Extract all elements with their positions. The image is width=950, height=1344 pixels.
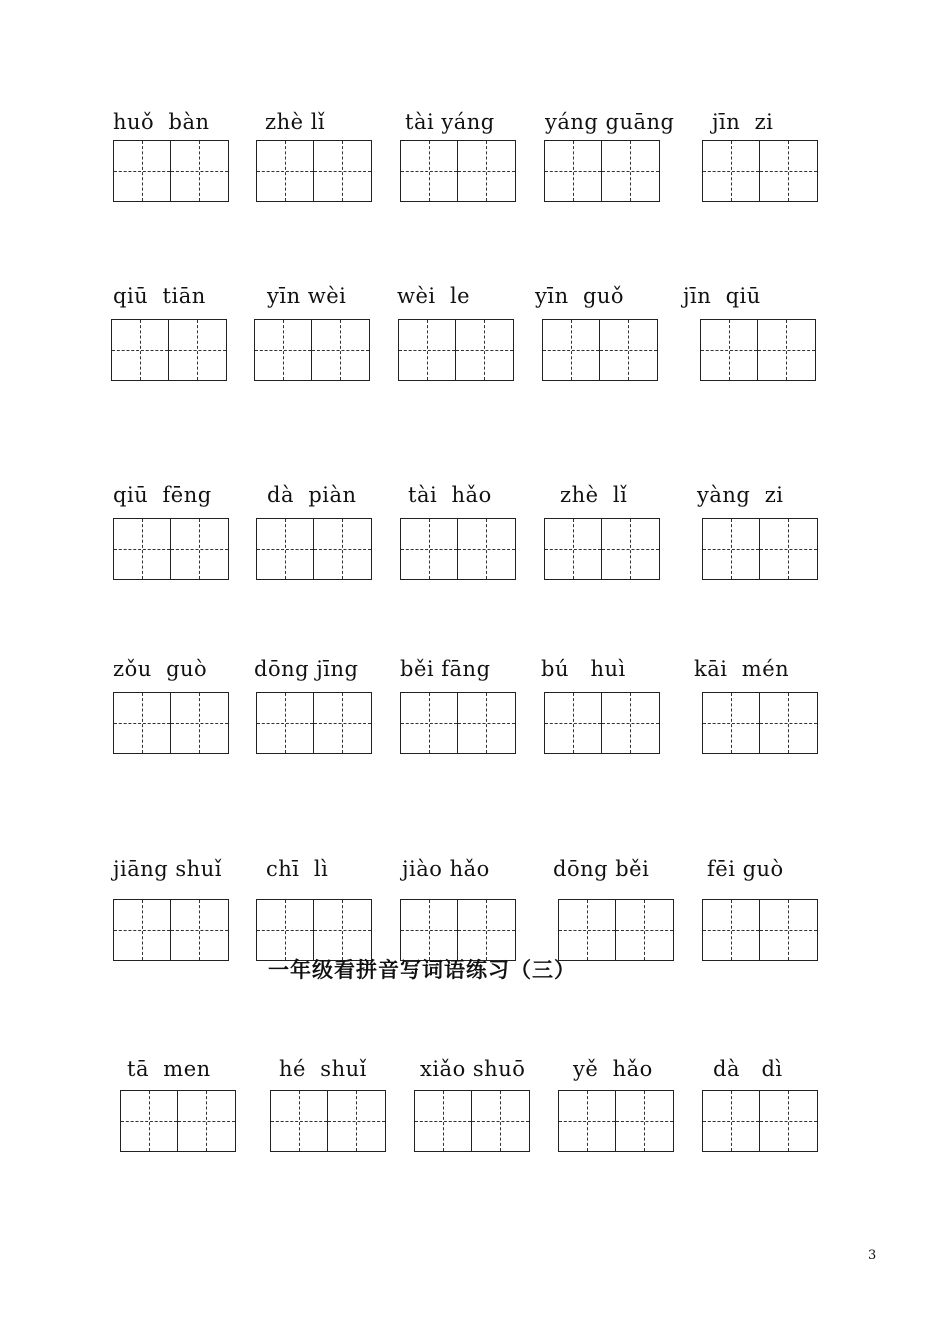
writing-cell[interactable]	[111, 319, 169, 381]
writing-grid[interactable]	[398, 319, 514, 381]
writing-grid[interactable]	[702, 1090, 818, 1152]
writing-cell[interactable]	[313, 518, 373, 580]
writing-cell[interactable]	[313, 140, 373, 202]
writing-grid[interactable]	[700, 319, 816, 381]
pinyin-label: chī lì	[266, 857, 329, 881]
pinyin-label: zhè lǐ	[560, 483, 628, 507]
writing-cell[interactable]	[313, 692, 373, 754]
pinyin-label: yīn wèi	[267, 284, 347, 308]
writing-cell[interactable]	[168, 319, 228, 381]
writing-grid[interactable]	[558, 1090, 674, 1152]
writing-cell[interactable]	[270, 1090, 328, 1152]
writing-grid[interactable]	[702, 518, 818, 580]
pinyin-label: kāi mén	[694, 657, 790, 681]
writing-grid[interactable]	[256, 899, 372, 961]
writing-cell[interactable]	[544, 518, 602, 580]
writing-cell[interactable]	[599, 319, 659, 381]
writing-cell[interactable]	[702, 518, 760, 580]
writing-cell[interactable]	[170, 899, 230, 961]
writing-cell[interactable]	[558, 1090, 616, 1152]
writing-cell[interactable]	[759, 899, 819, 961]
page-number: 3	[868, 1248, 877, 1263]
pinyin-label: yàng zi	[697, 483, 784, 507]
writing-cell[interactable]	[471, 1090, 531, 1152]
section-title: 一年级看拼音写词语练习（三）	[268, 958, 576, 982]
pinyin-label: dōng jīng	[254, 657, 359, 681]
pinyin-label: bú huì	[541, 657, 626, 681]
pinyin-label: dà piàn	[267, 483, 357, 507]
writing-cell[interactable]	[457, 899, 517, 961]
pinyin-label: fēi guò	[707, 857, 784, 881]
pinyin-label: tài yáng	[405, 110, 495, 134]
writing-grid[interactable]	[111, 319, 227, 381]
writing-cell[interactable]	[113, 692, 171, 754]
pinyin-label: jiāng shuǐ	[113, 857, 222, 881]
writing-cell[interactable]	[400, 692, 458, 754]
writing-cell[interactable]	[113, 899, 171, 961]
pinyin-label: wèi le	[397, 284, 471, 308]
writing-cell[interactable]	[177, 1090, 237, 1152]
writing-cell[interactable]	[414, 1090, 472, 1152]
writing-grid[interactable]	[256, 692, 372, 754]
writing-cell[interactable]	[542, 319, 600, 381]
writing-cell[interactable]	[455, 319, 515, 381]
writing-cell[interactable]	[327, 1090, 387, 1152]
writing-cell[interactable]	[759, 1090, 819, 1152]
writing-cell[interactable]	[120, 1090, 178, 1152]
writing-grid[interactable]	[702, 899, 818, 961]
writing-cell[interactable]	[256, 899, 314, 961]
writing-cell[interactable]	[757, 319, 817, 381]
writing-grid[interactable]	[544, 518, 660, 580]
writing-cell[interactable]	[702, 692, 760, 754]
pinyin-label: jīn qiū	[683, 284, 761, 308]
writing-grid[interactable]	[400, 140, 516, 202]
writing-cell[interactable]	[615, 1090, 675, 1152]
writing-grid[interactable]	[113, 899, 229, 961]
writing-cell[interactable]	[558, 899, 616, 961]
writing-cell[interactable]	[170, 140, 230, 202]
writing-cell[interactable]	[113, 140, 171, 202]
writing-grid[interactable]	[702, 140, 818, 202]
writing-grid[interactable]	[544, 692, 660, 754]
writing-grid[interactable]	[254, 319, 370, 381]
writing-cell[interactable]	[254, 319, 312, 381]
writing-cell[interactable]	[400, 518, 458, 580]
pinyin-label: tā men	[127, 1057, 211, 1081]
pinyin-label: dà dì	[713, 1057, 783, 1081]
writing-grid[interactable]	[558, 899, 674, 961]
pinyin-label: huǒ bàn	[113, 110, 210, 134]
writing-cell[interactable]	[457, 518, 517, 580]
writing-cell[interactable]	[170, 692, 230, 754]
pinyin-label: běi fāng	[400, 657, 491, 681]
pinyin-label: yīn guǒ	[535, 284, 625, 308]
writing-cell[interactable]	[457, 140, 517, 202]
writing-cell[interactable]	[601, 518, 661, 580]
writing-cell[interactable]	[256, 692, 314, 754]
writing-grid[interactable]	[113, 140, 229, 202]
pinyin-label: jīn zi	[712, 110, 774, 134]
writing-cell[interactable]	[615, 899, 675, 961]
writing-grid[interactable]	[400, 692, 516, 754]
writing-cell[interactable]	[113, 518, 171, 580]
writing-cell[interactable]	[601, 692, 661, 754]
pinyin-label: yáng guāng	[545, 110, 675, 134]
writing-grid[interactable]	[256, 518, 372, 580]
writing-cell[interactable]	[759, 692, 819, 754]
writing-cell[interactable]	[759, 518, 819, 580]
writing-cell[interactable]	[256, 518, 314, 580]
writing-grid[interactable]	[544, 140, 660, 202]
writing-cell[interactable]	[313, 899, 373, 961]
writing-cell[interactable]	[170, 518, 230, 580]
writing-grid[interactable]	[270, 1090, 386, 1152]
writing-grid[interactable]	[113, 692, 229, 754]
writing-cell[interactable]	[400, 899, 458, 961]
pinyin-label: qiū tiān	[113, 284, 206, 308]
writing-cell[interactable]	[544, 140, 602, 202]
writing-grid[interactable]	[400, 518, 516, 580]
pinyin-label: yě hǎo	[573, 1057, 653, 1081]
writing-grid[interactable]	[414, 1090, 530, 1152]
writing-grid[interactable]	[256, 140, 372, 202]
pinyin-label: dōng běi	[553, 857, 650, 881]
writing-grid[interactable]	[542, 319, 658, 381]
writing-grid[interactable]	[120, 1090, 236, 1152]
pinyin-label: tài hǎo	[408, 483, 492, 507]
writing-grid[interactable]	[702, 692, 818, 754]
writing-cell[interactable]	[702, 899, 760, 961]
writing-cell[interactable]	[398, 319, 456, 381]
writing-cell[interactable]	[702, 140, 760, 202]
writing-cell[interactable]	[457, 692, 517, 754]
pinyin-label: hé shuǐ	[279, 1057, 367, 1081]
pinyin-label: jiào hǎo	[402, 857, 490, 881]
writing-cell[interactable]	[544, 692, 602, 754]
writing-cell[interactable]	[601, 140, 661, 202]
pinyin-label: qiū fēng	[113, 483, 212, 507]
writing-cell[interactable]	[700, 319, 758, 381]
writing-cell[interactable]	[759, 140, 819, 202]
writing-cell[interactable]	[311, 319, 371, 381]
pinyin-label: zhè lǐ	[265, 110, 326, 134]
pinyin-label: xiǎo shuō	[420, 1057, 526, 1081]
writing-grid[interactable]	[113, 518, 229, 580]
pinyin-label: zǒu guò	[113, 657, 208, 681]
writing-grid[interactable]	[400, 899, 516, 961]
writing-cell[interactable]	[702, 1090, 760, 1152]
writing-cell[interactable]	[400, 140, 458, 202]
writing-cell[interactable]	[256, 140, 314, 202]
